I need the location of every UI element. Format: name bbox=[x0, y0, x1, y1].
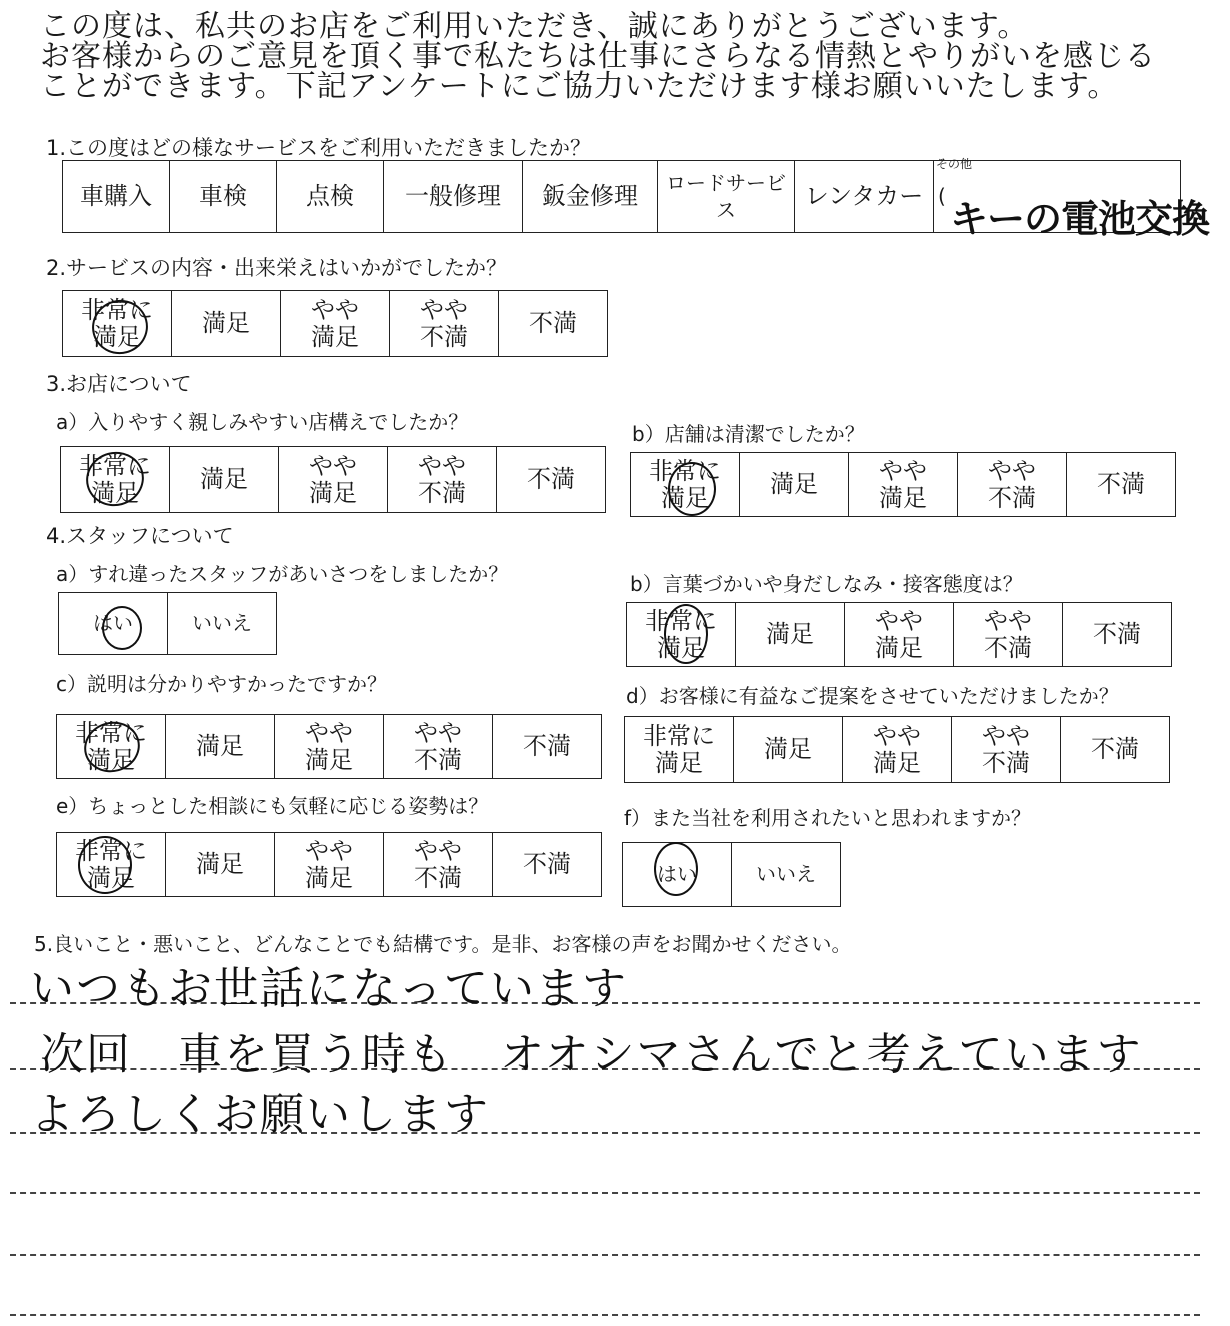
question-2-label: 2.サービスの内容・出来栄えはいかがでしたか？ bbox=[46, 256, 508, 280]
comment-line-divider bbox=[10, 1254, 1200, 1256]
q3a-rating-table bbox=[60, 446, 606, 513]
question-4a-label: a）すれ違ったスタッフがあいさつをしましたか？ bbox=[56, 562, 509, 586]
option-car-purchase[interactable]: 車購入 bbox=[63, 161, 170, 233]
rating-somewhat-satisfied[interactable]: やや 満足 bbox=[275, 833, 384, 897]
question-3a-label: a）入りやすく親しみやすい店構えでしたか？ bbox=[56, 410, 469, 434]
rating-dissatisfied[interactable]: 不満 bbox=[1063, 603, 1172, 667]
question-3-label: 3.お店について bbox=[46, 372, 192, 396]
q4c-rating-table bbox=[56, 714, 602, 779]
rating-somewhat-dissatisfied[interactable]: やや 不満 bbox=[952, 717, 1061, 783]
rating-satisfied[interactable]: 満足 bbox=[166, 833, 275, 897]
option-inspection-shaken[interactable]: 車検 bbox=[170, 161, 277, 233]
rating-somewhat-satisfied[interactable]: やや 満足 bbox=[281, 291, 390, 357]
question-5-label: 5.良いこと・悪いこと、どんなことでも結構です。是非、お客様の声をお聞かせください。 bbox=[34, 932, 852, 956]
rating-very-satisfied[interactable]: 非常に 満足 bbox=[57, 715, 166, 779]
q2-rating-table bbox=[62, 290, 608, 357]
question-4e-label: e）ちょっとした相談にも気軽に応じる姿勢は？ bbox=[56, 794, 489, 818]
comment-line-divider bbox=[10, 1314, 1200, 1316]
option-check[interactable]: 点検 bbox=[277, 161, 384, 233]
rating-somewhat-dissatisfied[interactable]: やや 不満 bbox=[384, 833, 493, 897]
rating-somewhat-satisfied[interactable]: やや 満足 bbox=[279, 447, 388, 513]
answer-no[interactable]: いいえ bbox=[732, 843, 841, 907]
rating-satisfied[interactable]: 満足 bbox=[736, 603, 845, 667]
rating-somewhat-satisfied[interactable]: やや 満足 bbox=[275, 715, 384, 779]
intro-line: お客様からのご意見を頂く事で私たちは仕事にさらなる情熱とやりがいを感じる bbox=[40, 39, 1156, 74]
comment-line-1: いつもお世話になっています bbox=[30, 963, 628, 1014]
other-answer-handwritten: キーの電池交換 bbox=[950, 197, 1210, 241]
rating-dissatisfied[interactable]: 不満 bbox=[1061, 717, 1170, 783]
other-paren: ( bbox=[938, 184, 946, 208]
rating-dissatisfied[interactable]: 不満 bbox=[493, 833, 602, 897]
question-4d-label: d）お客様に有益なご提案をさせていただけましたか？ bbox=[626, 684, 1119, 708]
rating-very-satisfied[interactable]: 非常に 満足 bbox=[63, 291, 172, 357]
q4f-yesno-table bbox=[622, 842, 841, 907]
q4e-rating-table bbox=[56, 832, 602, 897]
rating-dissatisfied[interactable]: 不満 bbox=[1067, 453, 1176, 517]
question-4c-label: c）説明は分かりやすかったですか？ bbox=[56, 672, 387, 696]
rating-dissatisfied[interactable]: 不満 bbox=[497, 447, 606, 513]
rating-very-satisfied[interactable]: 非常に 満足 bbox=[61, 447, 170, 513]
intro-line: ことができます。下記アンケートにご協力いただけます様お願いいたします。 bbox=[40, 69, 1119, 104]
rating-very-satisfied[interactable]: 非常に 満足 bbox=[57, 833, 166, 897]
q4d-rating-table bbox=[624, 716, 1170, 783]
option-rental-car[interactable]: レンタカー bbox=[795, 161, 934, 233]
answer-no[interactable]: いいえ bbox=[168, 593, 277, 655]
rating-somewhat-dissatisfied[interactable]: やや 不満 bbox=[390, 291, 499, 357]
rating-very-satisfied[interactable]: 非常に 満足 bbox=[631, 453, 740, 517]
rating-dissatisfied[interactable]: 不満 bbox=[493, 715, 602, 779]
question-4f-label: f）また当社を利用されたいと思われますか？ bbox=[624, 806, 1032, 830]
q4a-yesno-table bbox=[58, 592, 277, 655]
rating-somewhat-dissatisfied[interactable]: やや 不満 bbox=[954, 603, 1063, 667]
question-4-label: 4.スタッフについて bbox=[46, 524, 234, 548]
comment-line-divider bbox=[10, 1192, 1200, 1194]
rating-somewhat-dissatisfied[interactable]: やや 不満 bbox=[388, 447, 497, 513]
question-4b-label: b）言葉づかいや身だしなみ・接客態度は？ bbox=[630, 572, 1023, 596]
question-1-label: 1.この度はどの様なサービスをご利用いただきましたか？ bbox=[46, 136, 592, 160]
q3b-rating-table bbox=[630, 452, 1176, 517]
intro-line: この度は、私共のお店をご利用いただき、誠にありがとうございます。 bbox=[40, 9, 1029, 44]
rating-satisfied[interactable]: 満足 bbox=[170, 447, 279, 513]
q4b-rating-table bbox=[626, 602, 1172, 667]
rating-satisfied[interactable]: 満足 bbox=[740, 453, 849, 517]
comment-line-2: 次回 車を買う時も オオシマさんでと考えています bbox=[40, 1029, 1143, 1080]
rating-satisfied[interactable]: 満足 bbox=[166, 715, 275, 779]
answer-yes[interactable]: はい bbox=[623, 843, 732, 907]
rating-somewhat-dissatisfied[interactable]: やや 不満 bbox=[384, 715, 493, 779]
answer-yes[interactable]: はい bbox=[59, 593, 168, 655]
other-label: その他 bbox=[936, 157, 973, 171]
rating-somewhat-satisfied[interactable]: やや 満足 bbox=[843, 717, 952, 783]
question-3b-label: b）店舗は清潔でしたか？ bbox=[632, 422, 865, 446]
rating-very-satisfied[interactable]: 非常に 満足 bbox=[627, 603, 736, 667]
rating-satisfied[interactable]: 満足 bbox=[734, 717, 843, 783]
rating-somewhat-satisfied[interactable]: やや 満足 bbox=[845, 603, 954, 667]
option-general-repair[interactable]: 一般修理 bbox=[384, 161, 523, 233]
rating-satisfied[interactable]: 満足 bbox=[172, 291, 281, 357]
rating-somewhat-satisfied[interactable]: やや 満足 bbox=[849, 453, 958, 517]
intro-text bbox=[40, 9, 1220, 104]
rating-dissatisfied[interactable]: 不満 bbox=[499, 291, 608, 357]
option-road-service[interactable]: ロードサービス bbox=[658, 161, 795, 233]
option-body-repair[interactable]: 鈑金修理 bbox=[523, 161, 658, 233]
rating-very-satisfied[interactable]: 非常に 満足 bbox=[625, 717, 734, 783]
comment-line-3: よろしくお願いします bbox=[30, 1089, 490, 1140]
rating-somewhat-dissatisfied[interactable]: やや 不満 bbox=[958, 453, 1067, 517]
